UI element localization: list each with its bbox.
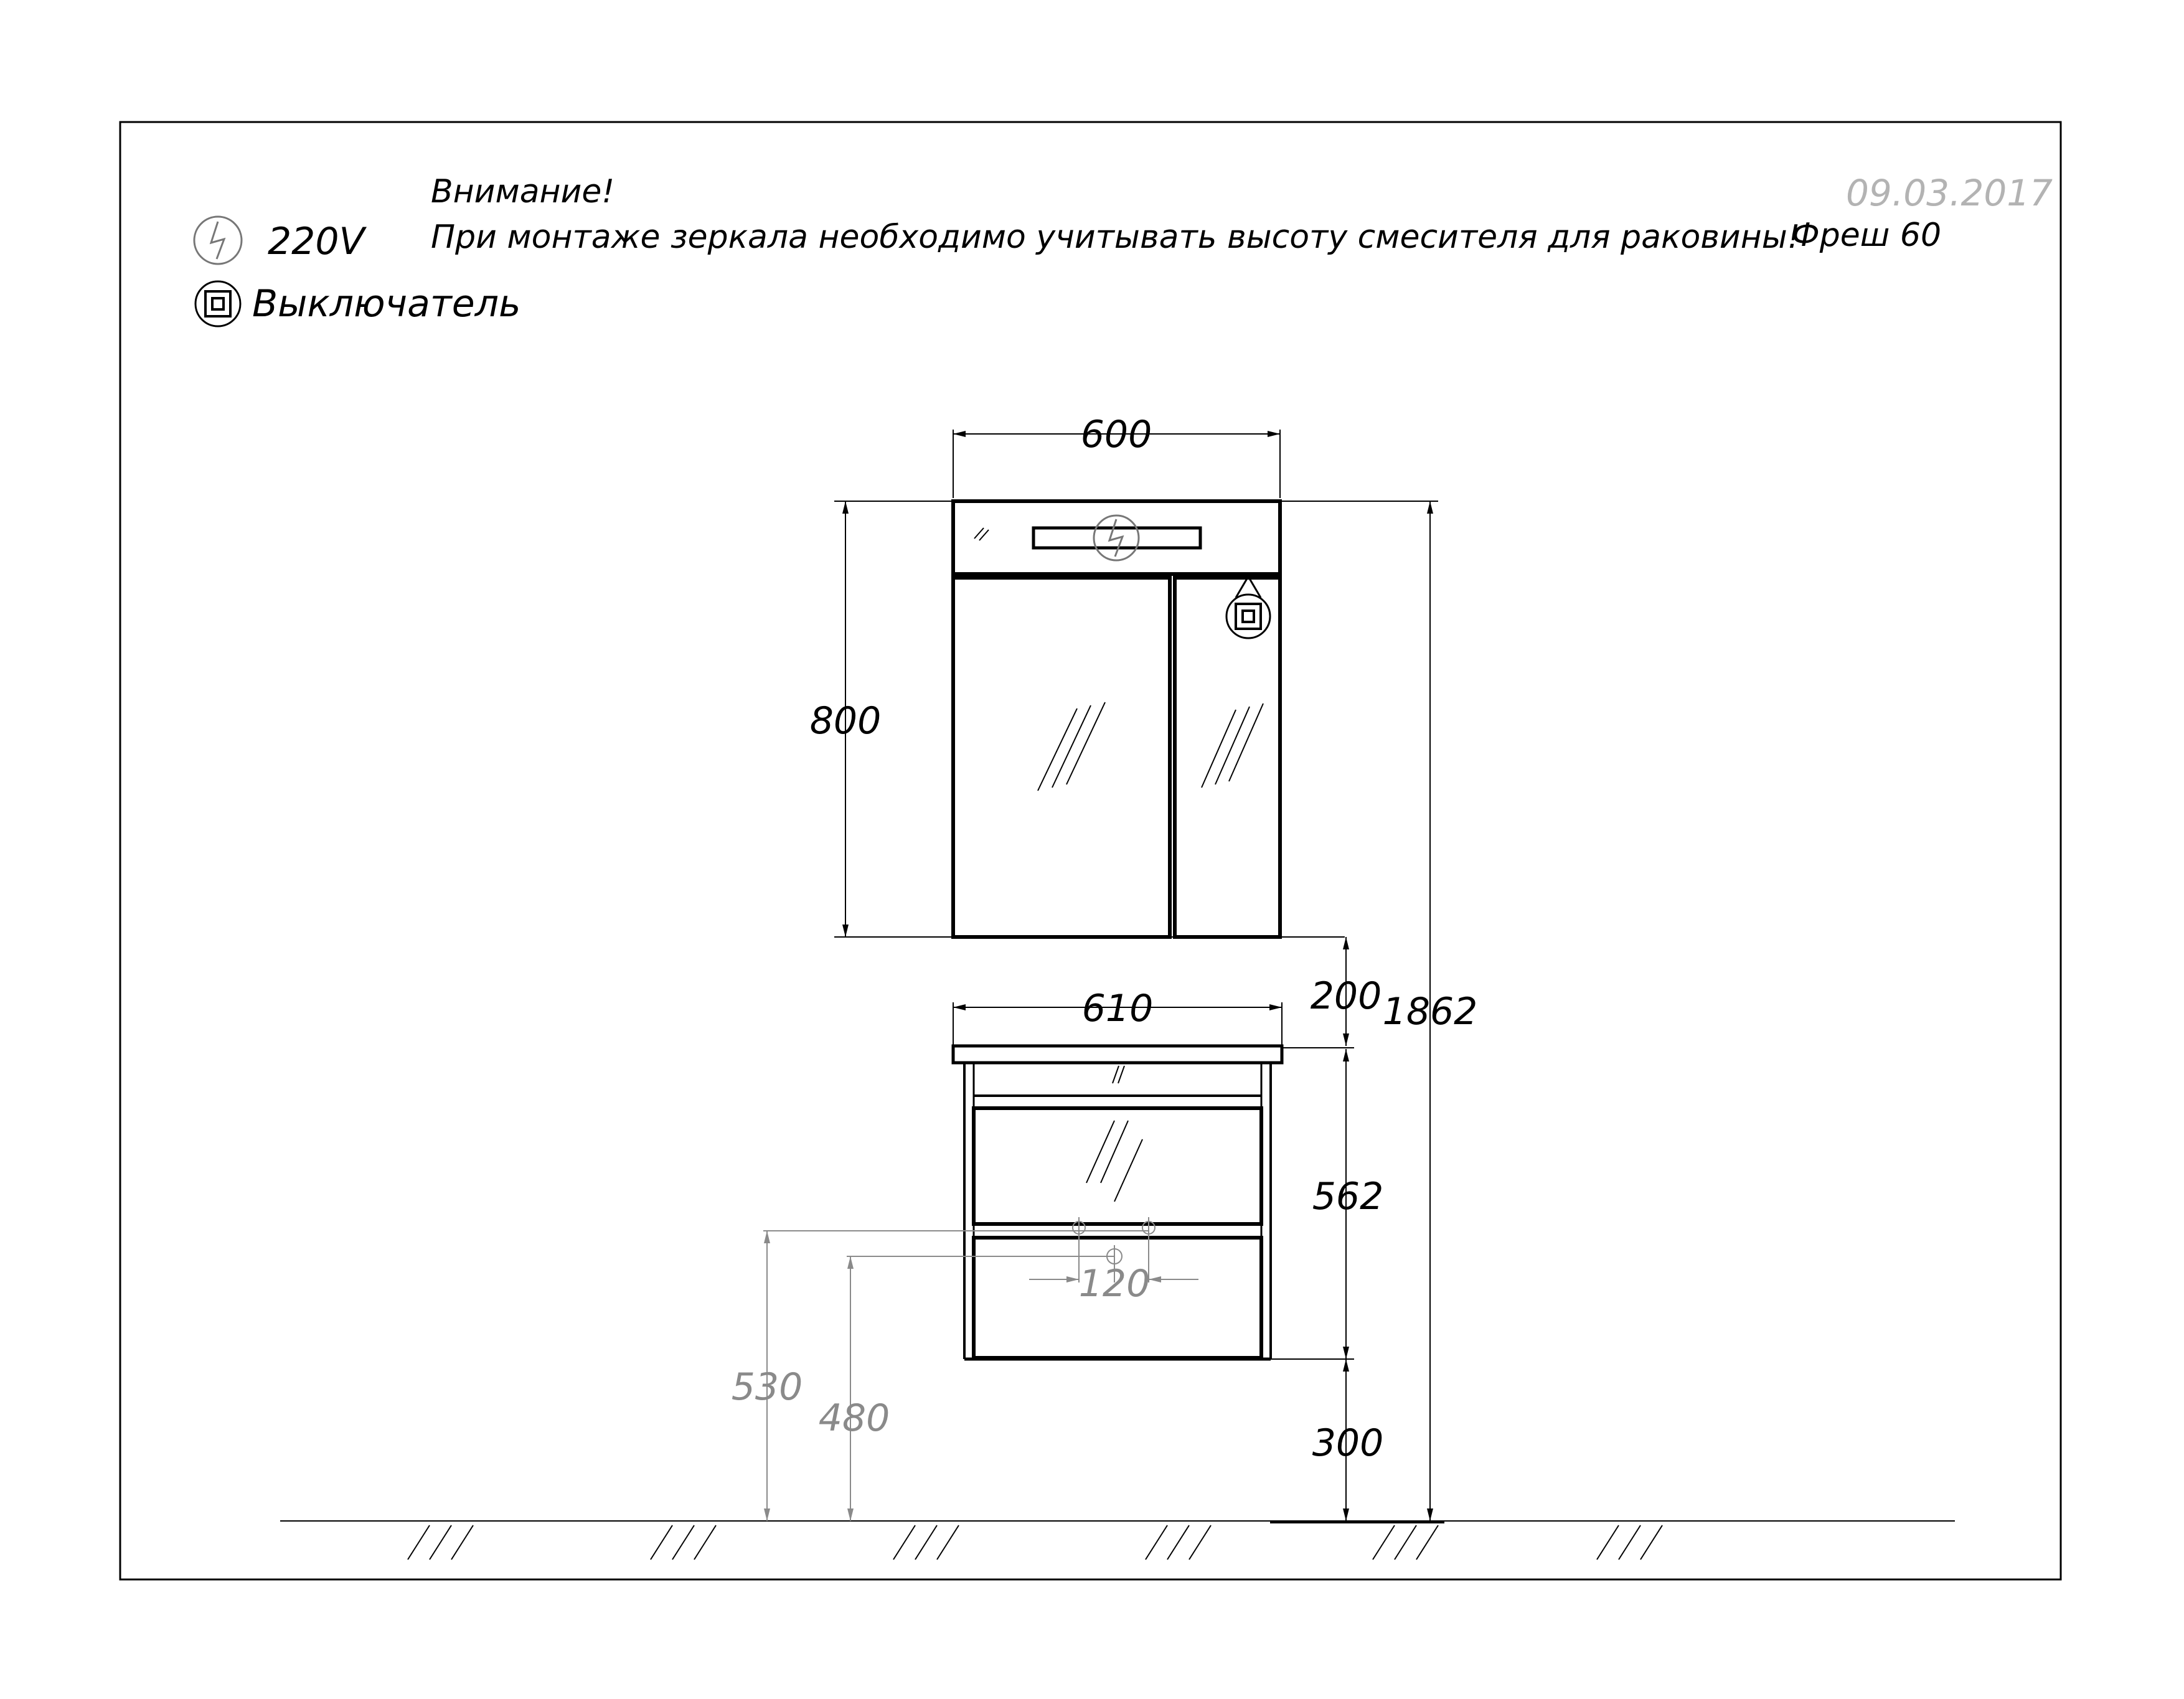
model-name: Фреш 60 (1792, 217, 1942, 254)
mirror-cabinet (953, 501, 1280, 937)
lightning-icon (194, 217, 242, 264)
vanity-unit (953, 1046, 1282, 1359)
mirror-switch-icon (1226, 577, 1270, 638)
dim-mirror-height: 800 (809, 699, 882, 743)
switch-label: Выключатель (252, 282, 521, 326)
dim-gap: 200 (1310, 974, 1382, 1018)
sheet-frame (120, 122, 2061, 1579)
dim-mirror-width: 600 (1080, 413, 1152, 456)
dim-vanity-width: 610 (1081, 987, 1154, 1030)
floor-line (280, 1521, 1955, 1560)
dim-drain-480: 480 (818, 1396, 890, 1440)
dim-drain-530: 530 (731, 1365, 803, 1409)
warning-text: При монтаже зеркала необходимо учитывать высоту смесителя для раковины! (431, 219, 1800, 256)
dim-total-height: 1862 (1382, 990, 1478, 1033)
dim-floor-gap: 300 (1312, 1421, 1384, 1465)
switch-icon (195, 281, 240, 326)
voltage-label: 220V (268, 220, 365, 263)
light-lightning-icon (1094, 515, 1139, 560)
dim-vanity-height: 562 (1312, 1175, 1384, 1218)
warning-title: Внимание! (431, 173, 615, 210)
dim-pipe-spacing: 120 (1078, 1262, 1151, 1306)
date-stamp: 09.03.2017 (1846, 172, 2053, 214)
